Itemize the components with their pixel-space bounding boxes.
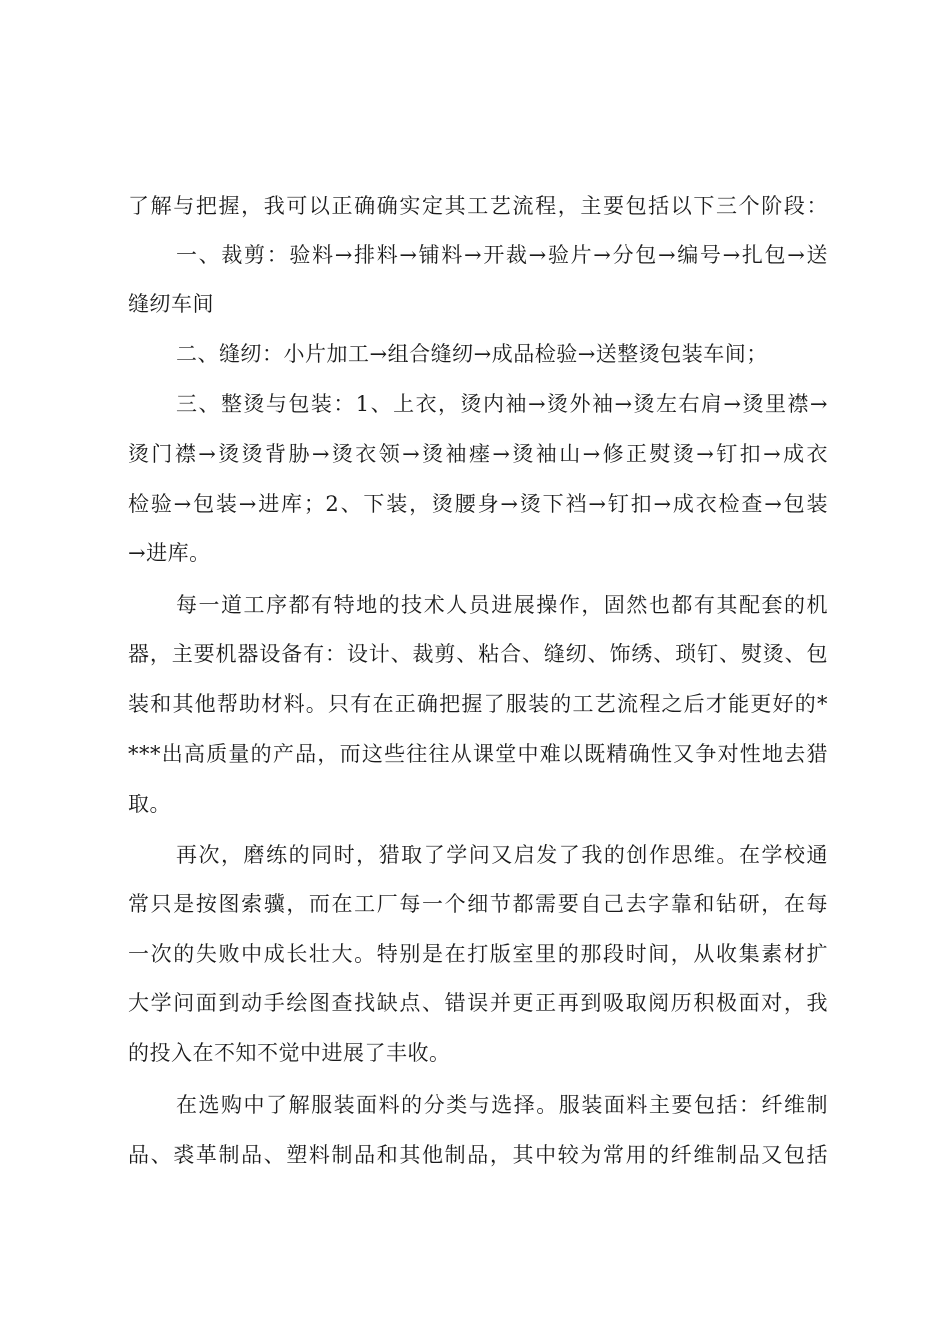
text-line: 的投入在不知不觉中进展了丰收。	[128, 1041, 451, 1065]
text-line: 常只是按图索骥，而在工厂每一个细节都需要自己去字靠和钻研，在每	[128, 892, 828, 916]
text-line: 器，主要机器设备有：设计、裁剪、粘合、缝纫、饰绣、琐钉、熨烫、包	[128, 642, 828, 666]
text-line: →进库。	[128, 541, 211, 565]
text-line: 取。	[128, 792, 171, 816]
text-line: 缝纫车间	[128, 292, 214, 316]
text-line: 了解与把握，我可以正确确实定其工艺流程，主要包括以下三个阶段：	[128, 194, 828, 218]
text-line: 检验→包装→进库；2、下装，烫腰身→烫下裆→钉扣→成衣检查→包装	[128, 492, 828, 516]
text-line: 二、缝纫：小片加工→组合缝纫→成品检验→送整烫包装车间；	[176, 342, 768, 366]
text-line: ***出高质量的产品，而这些往往从课堂中难以既精确性又争对性地去猎	[128, 742, 828, 766]
text-line: 在选购中了解服装面料的分类与选择。服装面料主要包括：纤维制	[176, 1093, 828, 1117]
text-line: 大学问面到动手绘图查找缺点、错误并更正再到吸取阅历积极面对，我	[128, 991, 828, 1015]
text-line: 再次，磨练的同时，猎取了学问又启发了我的创作思维。在学校通	[176, 843, 828, 867]
text-line: 烫门襟→烫烫背胁→烫衣领→烫袖瘗→烫袖山→修正熨烫→钉扣→成衣	[128, 442, 828, 466]
text-line: 装和其他帮助材料。只有在正确把握了服装的工艺流程之后才能更好的*	[128, 692, 828, 716]
text-line: 每一道工序都有特地的技术人员进展操作，固然也都有其配套的机	[176, 593, 828, 617]
text-line: 三、整烫与包装：1、上衣，烫内袖→烫外袖→烫左右肩→烫里襟→	[176, 392, 828, 416]
text-line: 一、裁剪：验料→排料→铺料→开裁→验片→分包→编号→扎包→送	[176, 243, 828, 267]
text-line: 品、裘革制品、塑料制品和其他制品，其中较为常用的纤维制品又包括	[128, 1143, 828, 1167]
text-line: 一次的失败中成长壮大。特别是在打版室里的那段时间，从收集素材扩	[128, 942, 828, 966]
